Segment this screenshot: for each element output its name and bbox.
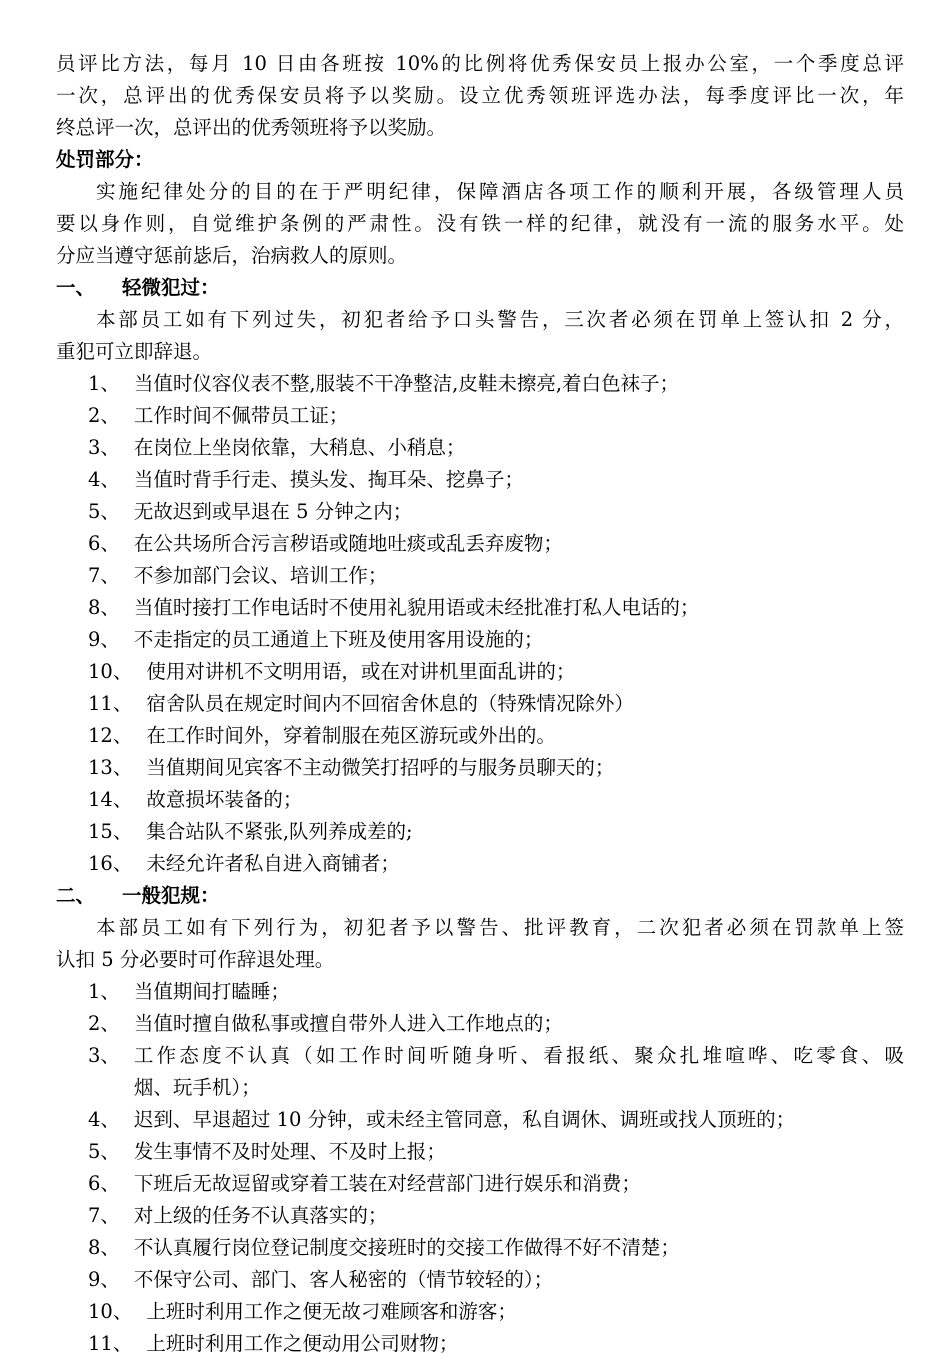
penalty-line: 分应当遵守惩前毖后，治病救人的原则。 [56,244,408,267]
item-number: 7、 [88,1204,120,1227]
item-number: 7、 [88,564,120,587]
item-number: 14、 [88,788,133,811]
list-item [56,1232,904,1264]
item-number: 11、 [88,1332,133,1355]
item-text: 当值时仪容仪表不整,服装不干净整洁,皮鞋未擦亮,着白色袜子； [133,372,680,395]
section-number: 二、 [56,884,96,907]
item-text: 使用对讲机不文明用语，或在对讲机里面乱讲的； [146,660,576,683]
item-text: 工作时间不佩带员工证； [133,404,349,427]
section-number: 一、 [56,276,96,299]
item-text: 在工作时间外，穿着制服在苑区游玩或外出的。 [146,724,556,747]
description-line: 认扣 5 分必要时可作辞退处理。 [56,948,335,971]
item-number: 10、 [88,1300,133,1323]
item-number: 13、 [88,756,133,779]
section-list-general [56,976,904,1360]
penalty-heading: 处罚部分： [56,148,154,171]
item-number: 8、 [88,596,120,619]
list-item [56,560,904,592]
list-item [56,464,904,496]
item-text: 不走指定的员工通道上下班及使用客用设施的； [133,628,544,651]
item-text: 宿舍队员在规定时间内不回宿舍休息的（特殊情况除外） [146,692,634,715]
item-text: 对上级的任务不认真落实的； [133,1204,388,1227]
section-heading-general [56,880,904,912]
item-text: 当值时接打工作电话时不使用礼貌用语或未经批准打私人电话的； [133,596,700,619]
intro-line: 一次，总评出的优秀保安员将予以奖励。设立优秀领班评选办法，每季度评比一次，年 [56,84,904,107]
list-item [56,1328,904,1360]
list-item [56,656,904,688]
item-number: 3、 [88,436,120,459]
item-text: 当值期间打瞌睡； [133,980,290,1003]
item-text: 当值时背手行走、摸头发、掏耳朵、挖鼻子； [133,468,524,491]
list-item [56,496,904,528]
penalty-line: 实施纪律处分的目的在于严明纪律，保障酒店各项工作的顺利开展，各级管理人员 [96,180,904,203]
list-item [56,1104,904,1136]
list-item [56,1264,904,1296]
list-item [56,1200,904,1232]
penalty-line: 要以身作则，自觉维护条例的严肃性。没有铁一样的纪律，就没有一流的服务水平。处 [56,212,904,235]
description-line: 本部员工如有下列过失，初犯者给予口头警告，三次者必须在罚单上签认扣 2 分， [96,308,904,331]
item-number: 6、 [88,1172,120,1195]
item-text: 上班时利用工作之便无故刁难顾客和游客； [146,1300,517,1323]
item-number: 8、 [88,1236,120,1259]
item-number: 6、 [88,532,120,555]
item-number: 15、 [88,820,133,843]
document-page [56,48,904,1360]
item-text: 下班后无故逗留或穿着工装在对经营部门进行娱乐和消费； [133,1172,641,1195]
penalty-paragraph [56,176,904,272]
list-item [56,720,904,752]
item-number: 10、 [88,660,133,683]
item-number: 4、 [88,1108,120,1131]
item-number: 5、 [88,1140,120,1163]
list-item [56,1136,904,1168]
item-number: 5、 [88,500,120,523]
item-text: 在岗位上坐岗依靠，大稍息、小稍息； [133,436,466,459]
item-number: 2、 [88,404,120,427]
intro-paragraph [56,48,904,144]
list-item [56,400,904,432]
list-item [56,432,904,464]
item-text: 在公共场所合污言秽语或随地吐痰或乱丢弃废物； [133,532,563,555]
item-text: 不认真履行岗位登记制度交接班时的交接工作做得不好不清楚； [133,1236,680,1259]
item-text: 当值期间见宾客不主动微笑打招呼的与服务员聊天的； [146,756,615,779]
item-number: 3、 [88,1044,120,1067]
list-item [56,528,904,560]
item-text: 集合站队不紧张,队列养成差的; [146,820,413,843]
item-text: 发生事情不及时处理、不及时上报； [133,1140,446,1163]
item-number: 11、 [88,692,133,715]
item-text: 无故迟到或早退在 5 分钟之内； [133,500,413,523]
intro-line: 员评比方法，每月 10 日由各班按 10%的比例将优秀保安员上报办公室，一个季度总评 [56,52,904,75]
list-item [56,816,904,848]
item-number: 1、 [88,372,120,395]
list-item [56,1040,904,1104]
item-number: 16、 [88,852,133,875]
description-line: 重犯可立即辞退。 [56,340,213,363]
section-title: 一般犯规： [122,884,220,907]
item-text: 故意损坏装备的； [146,788,303,811]
list-item [56,1168,904,1200]
item-number: 9、 [88,628,120,651]
item-text: 迟到、早退超过 10 分钟，或未经主管同意，私自调休、调班或找人顶班的； [133,1108,796,1131]
list-item [56,976,904,1008]
section-list-minor [56,368,904,880]
item-text-continued: 烟、玩手机）； [133,1076,261,1099]
section-heading-minor [56,272,904,304]
list-item [56,1008,904,1040]
item-number: 9、 [88,1268,120,1291]
section-description [56,912,904,976]
item-number: 1、 [88,980,120,1003]
description-line: 本部员工如有下列行为，初犯者予以警告、批评教育，二次犯者必须在罚款单上签 [96,916,904,939]
list-item [56,1296,904,1328]
section-description [56,304,904,368]
list-item [56,848,904,880]
section-title: 轻微犯过： [122,276,220,299]
item-text: 工作态度不认真（如工作时间听随身听、看报纸、聚众扎堆喧哗、吃零食、吸 [133,1044,904,1067]
item-text: 上班时利用工作之便动用公司财物； [146,1332,459,1355]
list-item [56,624,904,656]
item-text: 未经允许者私自进入商铺者； [146,852,400,875]
item-text: 不参加部门会议、培训工作； [133,564,388,587]
list-item [56,752,904,784]
item-number: 12、 [88,724,133,747]
item-text: 不保守公司、部门、客人秘密的（情节较轻的）； [133,1268,554,1291]
list-item [56,592,904,624]
intro-line: 终总评一次，总评出的优秀领班将予以奖励。 [56,116,447,139]
item-number: 4、 [88,468,120,491]
list-item [56,784,904,816]
list-item [56,368,904,400]
list-item [56,688,904,720]
item-number: 2、 [88,1012,120,1035]
item-text: 当值时擅自做私事或擅自带外人进入工作地点的； [133,1012,563,1035]
